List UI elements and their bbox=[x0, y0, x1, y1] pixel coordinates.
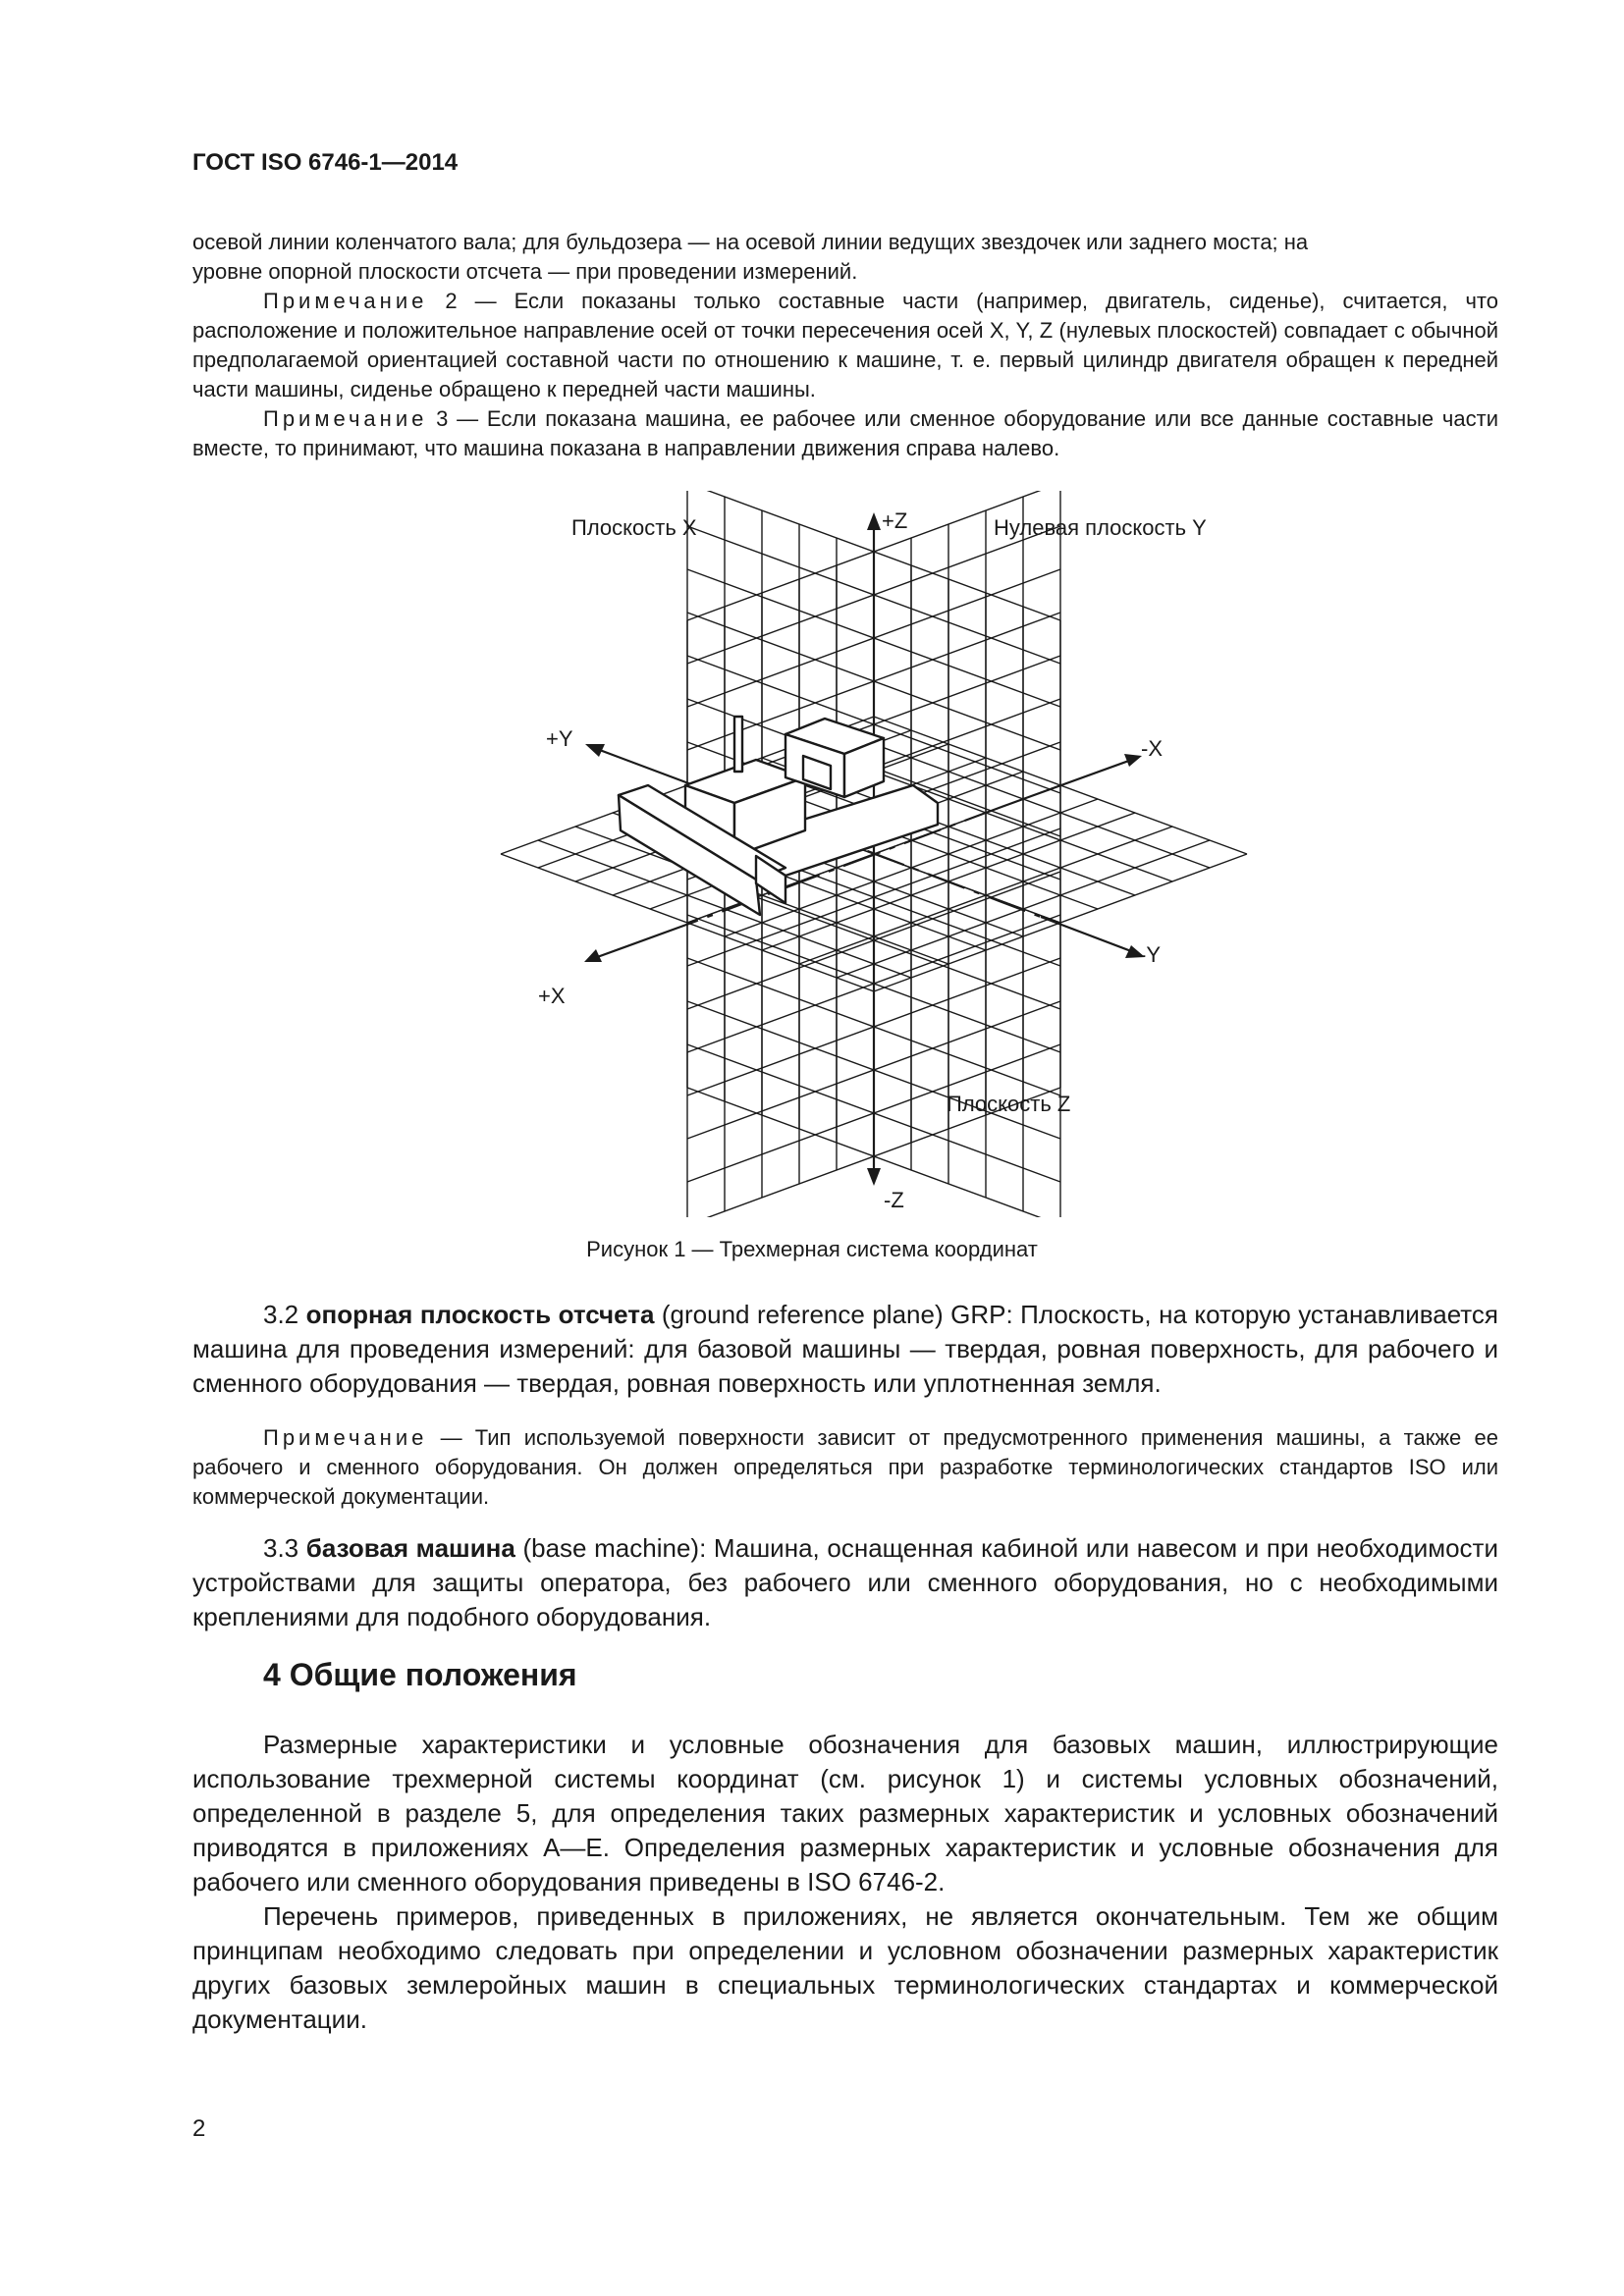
section-3-2-note bbox=[192, 1423, 1498, 1512]
section-3-2-definition bbox=[192, 1298, 1498, 1401]
section-3-2 bbox=[192, 1298, 1498, 1401]
section-3-2-number: 3.2 bbox=[263, 1300, 306, 1329]
minus-z-arrow bbox=[867, 1168, 881, 1186]
coordinate-system-figure bbox=[491, 491, 1257, 1217]
label-plus-x: +X bbox=[538, 984, 566, 1008]
page-number: 2 bbox=[192, 2115, 206, 2142]
section-3-3 bbox=[192, 1531, 1498, 1634]
section-4-heading: 4 Общие положения bbox=[263, 1657, 577, 1692]
note-2 bbox=[192, 287, 1498, 404]
intro-line-2: уровне опорной плоскости отсчета — при проведении измерений. bbox=[192, 259, 858, 284]
intro-block bbox=[192, 228, 1498, 463]
section-3-3-term: базовая машина bbox=[305, 1533, 515, 1563]
plus-z-arrow bbox=[867, 512, 881, 530]
note-3-text: 3 — Если показана машина, ее рабочее или сменное оборудование или все данные составные части вместе, то принимают, что машина показана в направлении движения справа налево. bbox=[192, 406, 1498, 460]
section-3-2-note-label: Примечание bbox=[263, 1425, 428, 1450]
label-plus-z: +Z bbox=[882, 508, 908, 533]
label-plane-z: Плоскость Z bbox=[947, 1092, 1071, 1116]
label-plus-y: +Y bbox=[546, 726, 573, 751]
section-3-2-term: опорная плоскость отсчета bbox=[305, 1300, 655, 1329]
section-3-2-note-text: — Тип используемой поверхности зависит от предусмотренного применения машины, а также ее рабочего и сменного оборудования. Он должен определяться при разработке терминологических стандартов ISO или коммерческой документации. bbox=[192, 1425, 1498, 1509]
exhaust-pipe bbox=[734, 717, 742, 772]
note-2-text: 2 — Если показаны только составные части (например, двигатель, сиденье), считается, что расположение и положительное направление осей от точки пересечения осей X, Y, Z (нулевых плоскостей) совпадает с обычной предполагаемой ориентацией составной части по отношению к машине, т. е. первый цилиндр двигателя обращен к передней части машины, сиденье обращено к передней части машины. bbox=[192, 289, 1498, 401]
section-4-body bbox=[192, 1728, 1498, 2037]
x-axis-lower bbox=[589, 921, 697, 960]
bulldozer-illustration bbox=[619, 717, 938, 915]
label-plane-x: Плоскость X bbox=[571, 515, 697, 540]
label-minus-z: -Z bbox=[884, 1188, 904, 1212]
page-header: ГОСТ ISO 6746-1—2014 bbox=[192, 149, 459, 176]
label-minus-y: -Y bbox=[1139, 942, 1161, 967]
intro-line-1: осевой линии коленчатого вала; для бульдозера — на осевой линии ведущих звездочек или заднего моста; на bbox=[192, 230, 1309, 254]
section-4-para-1: Размерные характеристики и условные обозначения для базовых машин, иллюстрирующие использование трехмерной системы координат (см. рисунок 1) и системы условных обозначений, определенной в разделе 5, для определения таких размерных характеристик и условных обозначений приводятся в приложениях А—Е. Определения размерных характеристик и условные обозначения для рабочего или сменного оборудования приведены в ISO 6746-2. bbox=[192, 1730, 1498, 1896]
y-axis-lower bbox=[1041, 917, 1139, 954]
section-3-3-text: (base machine): Машина, оснащенная кабиной или навесом и при необходимости устройствами для защиты оператора, без рабочего или сменного оборудования, но с необходимыми креплениями для подобного оборудования. bbox=[192, 1533, 1498, 1631]
plus-y-arrow bbox=[585, 744, 605, 757]
label-plane-y: Нулевая плоскость Y bbox=[994, 515, 1207, 540]
section-3-3-number: 3.3 bbox=[263, 1533, 306, 1563]
x-axis-upper bbox=[1001, 758, 1137, 807]
minus-x-arrow bbox=[1124, 754, 1142, 767]
figure-caption: Рисунок 1 — Трехмерная система координат bbox=[586, 1237, 1038, 1261]
note-3 bbox=[192, 404, 1498, 463]
note-3-label: Примечание bbox=[263, 406, 428, 431]
label-minus-x: -X bbox=[1141, 736, 1163, 761]
section-3-2-text: (ground reference plane) GRP: Плоскость, на которую устанавливается машина для проведения измерений: для базовой машины — твердая, ровная поверхность, для рабочего и сменного оборудования — твердая, ровная поверхность или уплотненная земля. bbox=[192, 1300, 1498, 1398]
note-2-label: Примечание bbox=[263, 289, 428, 313]
section-4-para-2: Перечень примеров, приведенных в приложениях, не является окончательным. Тем же общим принципам необходимо следовать при определении и условном обозначении размерных характеристик других базовых землеройных машин в специальных терминологических стандартах и коммерческой документации. bbox=[192, 1901, 1498, 2034]
